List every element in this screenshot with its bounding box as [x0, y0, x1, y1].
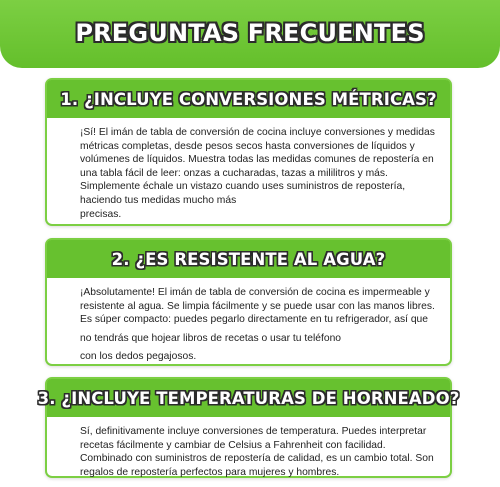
- faq-answer-paragraph: Sí, definitivamente incluye conversiones de temperatura. Puedes interpretar recetas fácilmente y cambiar de Celsius a Fahrenheit con facilidad. Combinado con suministros de repostería de calidad, es un cambio total. Son regalos de repostería perfectos para mujeres y hombres.: [80, 426, 434, 478]
- faq-answer-paragraph: con los dedos pegajosos.: [80, 351, 197, 363]
- faq-question-header: [37, 379, 460, 417]
- faq-answer-paragraph: no tendrás que hojear libros de recetas o usar tu teléfono: [80, 332, 342, 344]
- faq-answer: [47, 417, 450, 487]
- faq-question-text: 2. ¿ES RESISTENTE AL AGUA?: [111, 249, 386, 269]
- faq-card-water-resistance: [45, 238, 452, 366]
- page-title: PREGUNTAS FRECUENTES: [75, 19, 425, 47]
- faq-answer: [47, 118, 450, 229]
- faq-question-header: [47, 80, 450, 118]
- faq-question-text: 3. ¿INCLUYE TEMPERATURAS DE HORNEADO?: [37, 388, 460, 408]
- faq-question-text: 1. ¿INCLUYE CONVERSIONES MÉTRICAS?: [60, 89, 437, 109]
- faq-answer-paragraph: precisas.: [80, 208, 122, 220]
- faq-answer-paragraph: ¡Sí! El imán de tabla de conversión de cocina incluye conversiones y medidas métricas completas, desde pesos secos hasta conversiones de líquidos y volúmenes de líquidos. Muestra todas las medidas comunes de repostería en una tabla fácil de leer: onzas a cucharadas, tazas a mililitros y más. Simplemente échale un vistazo cuando uses suministros de repostería, haciendo tus medidas mucho más: [80, 127, 435, 206]
- faq-question-header: [47, 240, 450, 278]
- faq-answer: [47, 278, 450, 372]
- faq-answer-paragraph: ¡Absolutamente! El imán de tabla de conversión de cocina es impermeable y resistente al agua. Se limpia fácilmente y se puede usar con las manos libres. Es súper compacto: puedes pegarlo directamente en tu refrigerador, así que: [80, 287, 435, 326]
- faq-card-baking-temperatures: [37, 377, 460, 478]
- faq-card-metric-conversions: [45, 78, 452, 226]
